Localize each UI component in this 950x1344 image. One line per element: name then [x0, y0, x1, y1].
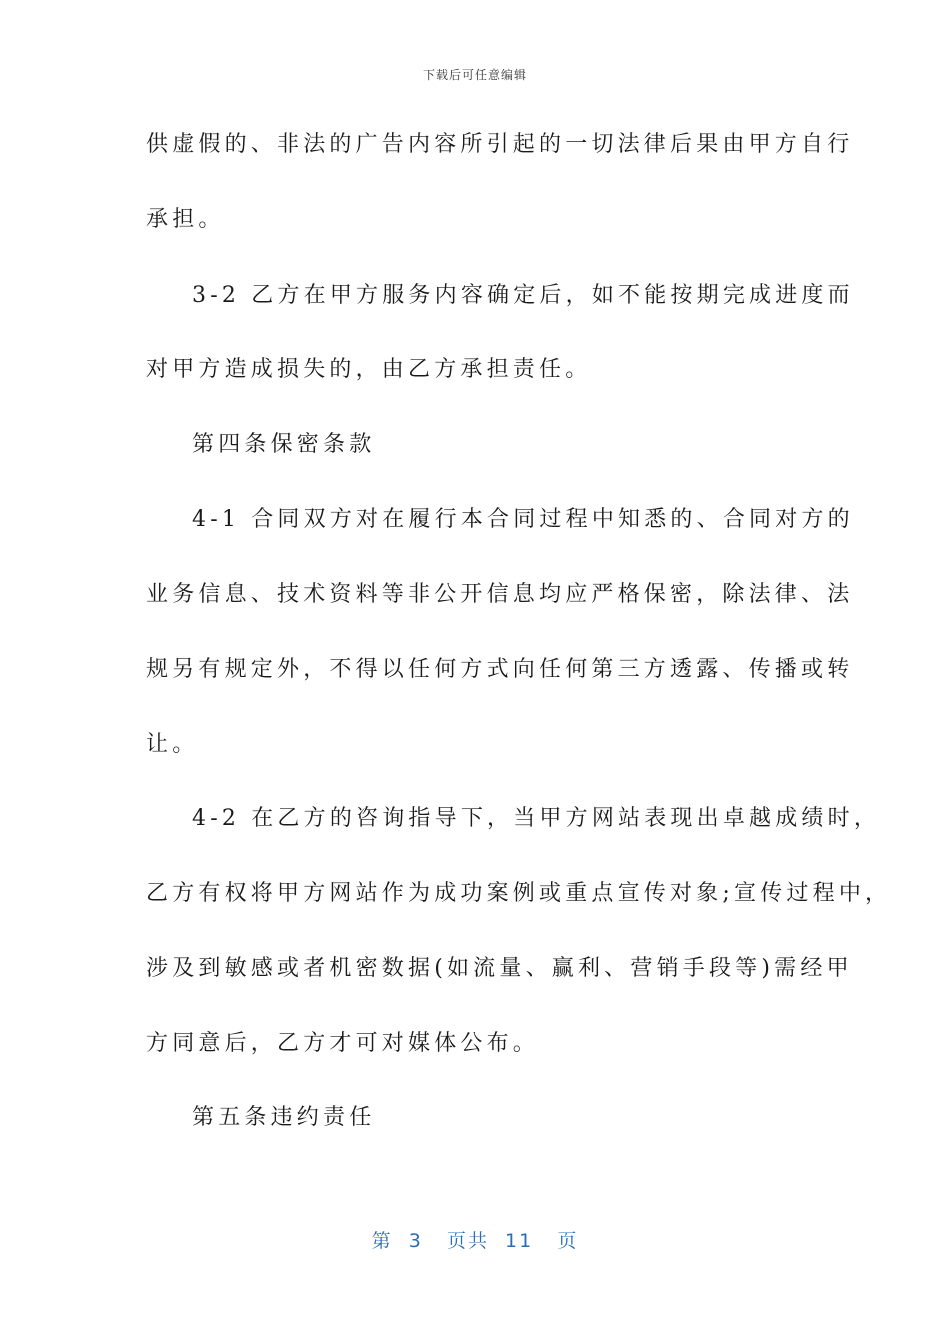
body-line: 4-2 在乙方的咨询指导下，当甲方网站表现出卓越成绩时，	[192, 806, 881, 831]
body-line: 业务信息、技术资料等非公开信息均应严格保密，除法律、法	[146, 582, 854, 607]
body-line: 乙方有权将甲方网站作为成功案例或重点宣传对象;宣传过程中，	[146, 881, 892, 906]
body-line: 供虚假的、非法的广告内容所引起的一切法律后果由甲方自行	[146, 132, 854, 157]
body-line: 4-1 合同双方对在履行本合同过程中知悉的、合同对方的	[192, 507, 854, 532]
section-heading: 第四条保密条款	[192, 432, 376, 457]
body-line: 承担。	[146, 207, 225, 232]
header-note: 下载后可任意编辑	[422, 68, 527, 82]
page-number: 第 3 页共 11 页	[371, 1230, 579, 1252]
body-line: 规另有规定外，不得以任何方式向任何第三方透露、传播或转	[146, 657, 854, 682]
body-line: 涉及到敏感或者机密数据(如流量、赢利、营销手段等)需经甲	[146, 956, 853, 981]
body-line: 让。	[146, 732, 199, 757]
section-heading: 第五条违约责任	[192, 1105, 376, 1130]
body-line: 对甲方造成损失的，由乙方承担责任。	[146, 357, 592, 382]
body-line: 方同意后，乙方才可对媒体公布。	[146, 1031, 540, 1056]
body-line: 3-2 乙方在甲方服务内容确定后，如不能按期完成进度而	[192, 283, 854, 308]
